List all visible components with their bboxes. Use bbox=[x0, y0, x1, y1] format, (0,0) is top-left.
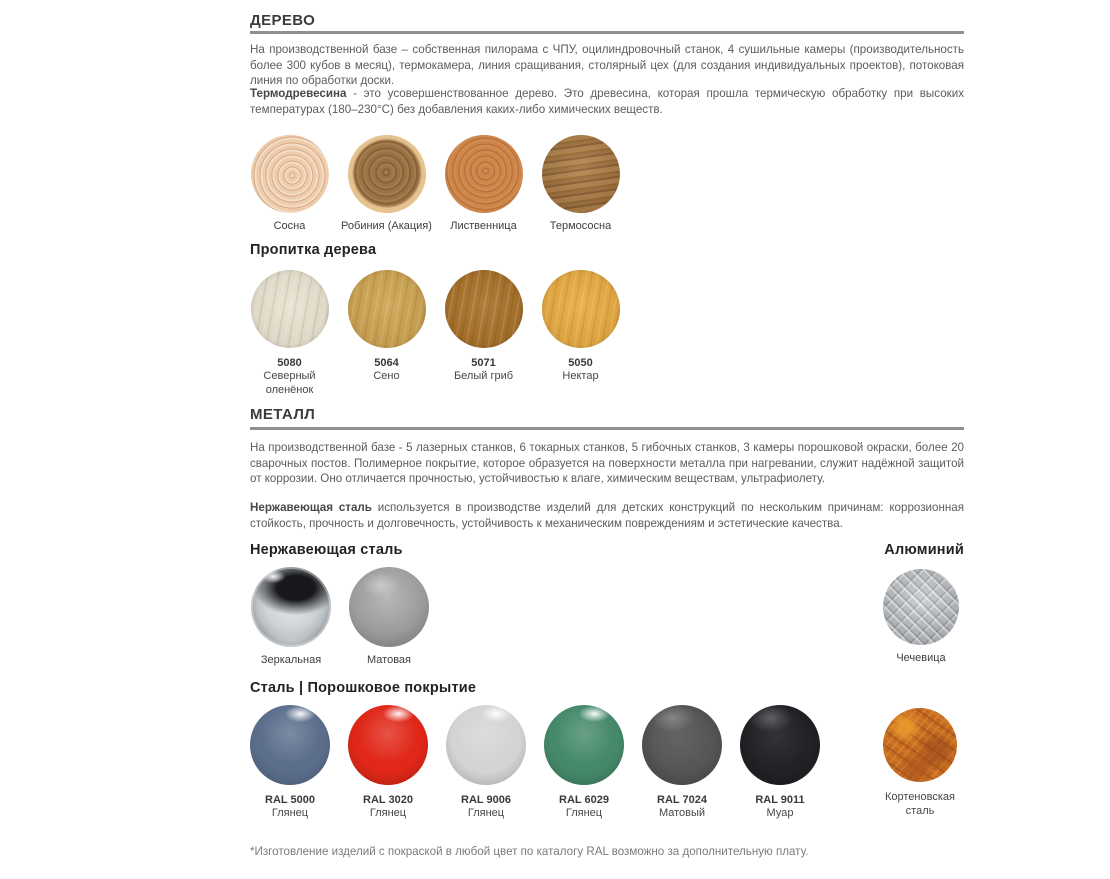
impregnation-color-image bbox=[251, 270, 329, 348]
thermowood-lead: Термодревесина bbox=[250, 87, 347, 100]
impregnation-swatch-5080 bbox=[241, 270, 338, 397]
wood-section-title: ДЕРЕВО bbox=[250, 12, 316, 29]
corten-steel-image bbox=[883, 708, 957, 782]
stainless-lead: Нержавеющая сталь bbox=[250, 501, 372, 514]
impregnation-code: 5064 bbox=[374, 357, 399, 369]
ral-finish: Глянец bbox=[565, 807, 603, 819]
aluminum-swatch bbox=[872, 567, 970, 668]
stainless-text: используется в производстве изделий для детских конструкций по нескольким причинам: коррозионная стойкость, прочность и долговечность, устойчивость к механическим повреждениям и эстетические качества. bbox=[250, 501, 964, 530]
wood-divider bbox=[250, 31, 964, 34]
impregnation-swatch-5071 bbox=[435, 270, 532, 397]
impregnation-color-image bbox=[348, 270, 426, 348]
powder-coating-row bbox=[241, 705, 955, 821]
wood-type-thermopine bbox=[532, 135, 629, 234]
ral-5000-sphere bbox=[250, 705, 330, 785]
impregnation-code: 5071 bbox=[471, 357, 496, 369]
pine-slice-image bbox=[251, 135, 329, 213]
ral-6029-sphere bbox=[544, 705, 624, 785]
ral-9006-sphere bbox=[446, 705, 526, 785]
impregnation-name: Сено bbox=[373, 370, 400, 382]
impregnation-swatch-5064 bbox=[338, 270, 435, 397]
wood-intro-paragraph: На производственной базе – собственная пилорама с ЧПУ, оцилиндровочный станок, 4 сушильные камеры (производительность более 300 кубов в месяц), термокамера, линия сращивания, столярный цех (для создания индивидуальных проектов), потоковая линия по обработки доски. bbox=[250, 43, 964, 88]
thermopine-image bbox=[542, 135, 620, 213]
impregnation-color-image bbox=[542, 270, 620, 348]
finish-label: Чечевица bbox=[896, 652, 946, 664]
ral-9006-swatch bbox=[437, 705, 535, 821]
corten-steel-name: Кортеновская сталь bbox=[885, 791, 955, 817]
impregnation-row bbox=[241, 270, 955, 397]
ral-code: RAL 9011 bbox=[755, 794, 805, 806]
impregnation-name: Северный оленёнок bbox=[263, 370, 316, 396]
wood-type-label: Термососна bbox=[549, 220, 612, 232]
ral-finish: Матовый bbox=[658, 807, 706, 819]
wood-type-larch bbox=[435, 135, 532, 234]
stainless-aluminum-header bbox=[250, 542, 964, 558]
ral-code: RAL 7024 bbox=[657, 794, 707, 806]
matte-steel-image bbox=[349, 567, 429, 647]
ral-finish: Глянец bbox=[369, 807, 407, 819]
wood-type-label: Сосна bbox=[273, 220, 306, 232]
wood-types-row bbox=[241, 135, 955, 234]
metal-intro-paragraph: На производственной базе - 5 лазерных станков, 6 токарных станков, 5 гибочных станков, 3 камеры порошковой окраски, более 20 сварочных постов. Полимерное покрытие, которое образуется на поверхности металла при нагревании, служит надёжной защитой от коррозии. Оно отличается прочностью, устойчивостью к влаге, химическим веществам, ультрафиолету. bbox=[250, 441, 964, 486]
thermowood-text: - это усовершенствованное дерево. Это древесина, которая прошла термическую обработку при высоких температурах (180–230°С) без добавления каких-либо химических веществ. bbox=[250, 87, 964, 116]
ral-7024-sphere bbox=[642, 705, 722, 785]
metal-divider bbox=[250, 427, 964, 430]
aluminum-title: Алюминий bbox=[884, 542, 964, 558]
larch-slice-image bbox=[445, 135, 523, 213]
impregnation-code: 5080 bbox=[277, 357, 302, 369]
thermowood-paragraph bbox=[250, 86, 964, 117]
wood-type-label: Робиния (Акация) bbox=[341, 220, 432, 232]
mirror-steel-image bbox=[251, 567, 331, 647]
impregnation-swatch-5050 bbox=[532, 270, 629, 397]
ral-finish: Глянец bbox=[467, 807, 505, 819]
impregnation-color-image bbox=[445, 270, 523, 348]
corten-steel-swatch bbox=[871, 705, 969, 821]
ral-code: RAL 3020 bbox=[363, 794, 413, 806]
impregnation-name: Белый гриб bbox=[453, 370, 514, 382]
impregnation-code: 5050 bbox=[568, 357, 593, 369]
ral-5000-swatch bbox=[241, 705, 339, 821]
ral-7024-swatch bbox=[633, 705, 731, 821]
ral-9011-swatch bbox=[731, 705, 829, 821]
ral-code: RAL 6029 bbox=[559, 794, 609, 806]
ral-code: RAL 9006 bbox=[461, 794, 511, 806]
stainless-mirror-swatch bbox=[242, 567, 340, 668]
metal-section-title: МЕТАЛЛ bbox=[250, 406, 316, 423]
ral-code: RAL 5000 bbox=[265, 794, 315, 806]
finish-label: Матовая bbox=[367, 654, 411, 666]
wood-type-robinia bbox=[338, 135, 435, 234]
impregnation-name: Нектар bbox=[562, 370, 599, 382]
finish-label: Зеркальная bbox=[260, 654, 322, 666]
ral-6029-swatch bbox=[535, 705, 633, 821]
robinia-slice-image bbox=[348, 135, 426, 213]
stainless-title: Нержавеющая сталь bbox=[250, 542, 403, 558]
impregnation-title: Пропитка дерева bbox=[250, 242, 377, 258]
powder-coating-title: Сталь | Порошковое покрытие bbox=[250, 680, 477, 696]
stainless-paragraph bbox=[250, 500, 964, 531]
wood-type-pine bbox=[241, 135, 338, 234]
stainless-finishes-row bbox=[242, 567, 956, 668]
stainless-matte-swatch bbox=[340, 567, 438, 668]
ral-finish: Муар bbox=[766, 807, 794, 819]
wood-type-label: Лиственница bbox=[450, 220, 517, 232]
diamond-plate-image bbox=[883, 569, 959, 645]
ral-finish: Глянец bbox=[271, 807, 309, 819]
ral-footnote: *Изготовление изделий с покраской в любой цвет по каталогу RAL возможно за дополнительную плату. bbox=[250, 845, 809, 858]
ral-9011-sphere bbox=[740, 705, 820, 785]
ral-3020-swatch bbox=[339, 705, 437, 821]
ral-3020-sphere bbox=[348, 705, 428, 785]
